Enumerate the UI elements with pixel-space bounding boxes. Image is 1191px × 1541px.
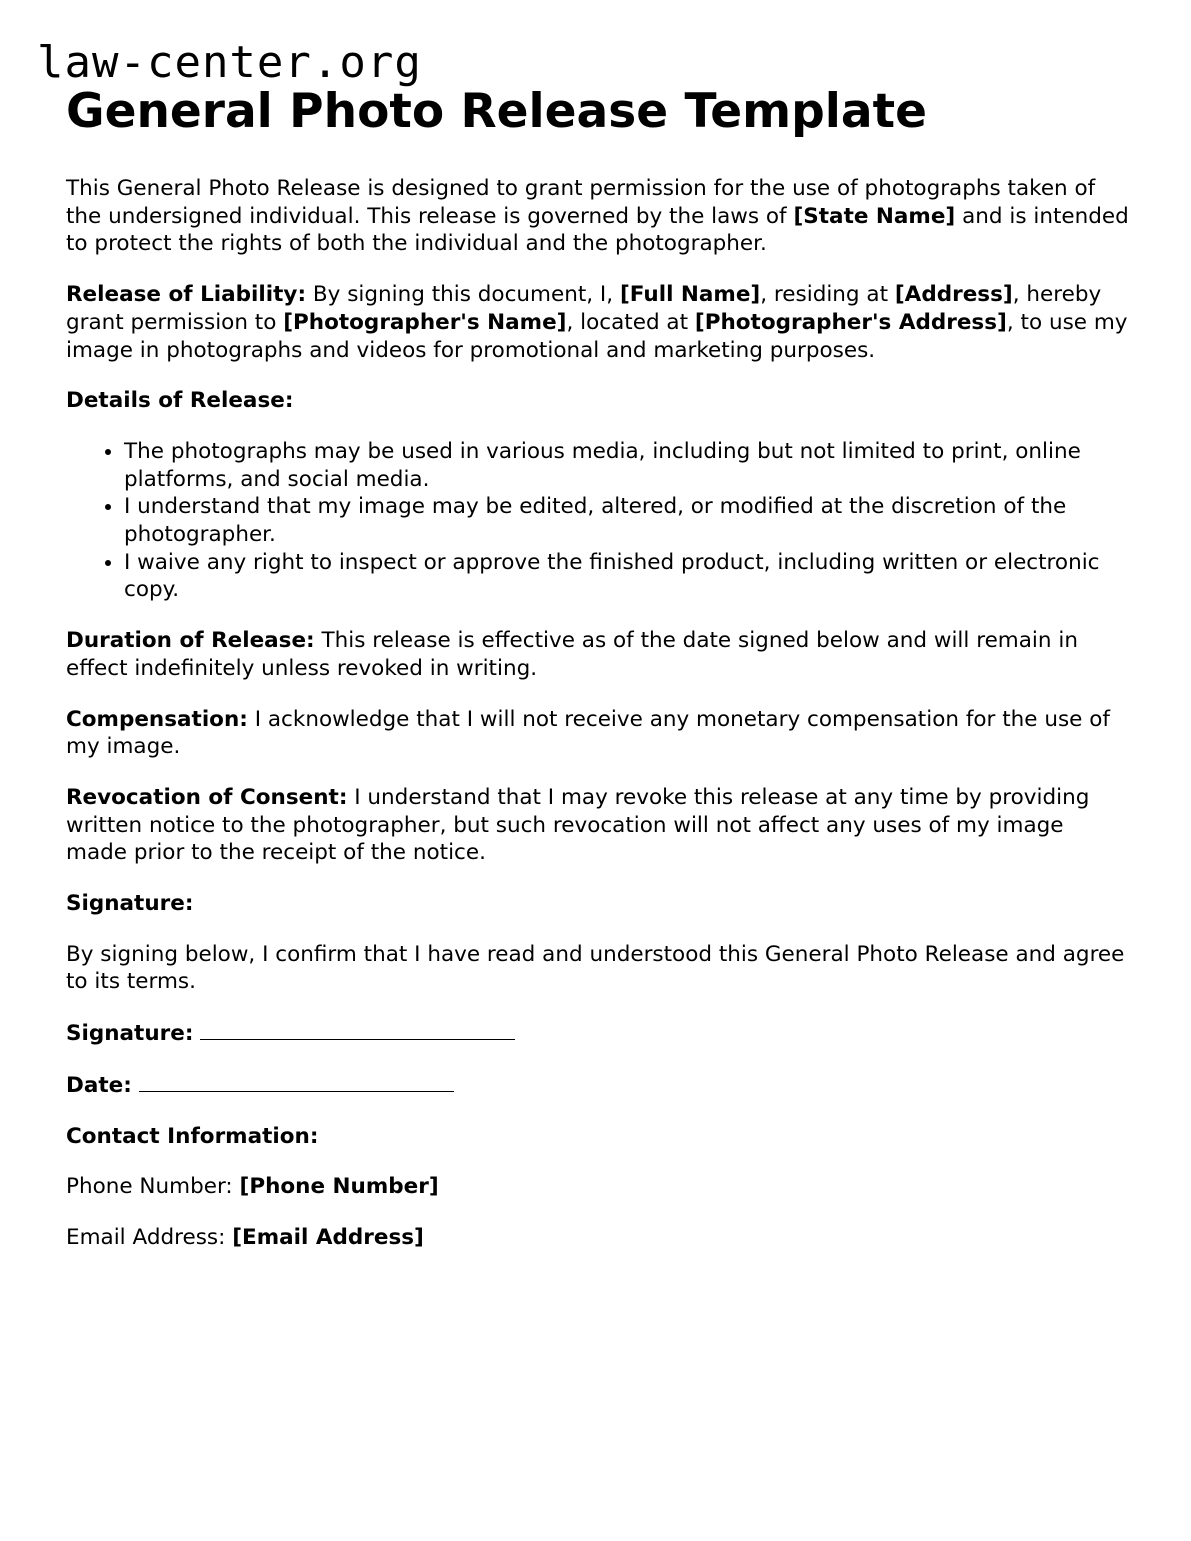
- compensation-label: Compensation:: [66, 706, 248, 732]
- list-item: • I waive any right to inspect or approve the finished product, including written or electronic copy.: [124, 549, 1131, 604]
- signature-label: Signature:: [66, 1021, 194, 1047]
- phone-row: [66, 1173, 1131, 1201]
- date-label: Date:: [66, 1072, 132, 1098]
- liability-text-5: , to use my image in photographs and videos for promotional and marketing purposes.: [66, 309, 1128, 363]
- intro-text-1: This General Photo Release is designed to grant permission for the use of photographs taken of the undersigned individual. This release is governed by the laws of: [66, 176, 1096, 229]
- address-placeholder: [Address]: [894, 282, 1013, 308]
- photographer-address-placeholder: [Photographer's Address]: [694, 309, 1007, 335]
- intro-paragraph: [66, 175, 1131, 258]
- duration-paragraph: [66, 627, 1131, 682]
- list-item: • I understand that my image may be edited, altered, or modified at the discretion of the photographer.: [124, 493, 1131, 548]
- liability-paragraph: [66, 281, 1131, 364]
- revocation-label: Revocation of Consent:: [66, 784, 348, 810]
- liability-text-1: By signing this document, I,: [306, 282, 620, 308]
- intro-text-2: and is intended to protect the rights of both the individual and the photographer.: [66, 203, 1129, 257]
- contact-heading: Contact Information:: [66, 1123, 319, 1149]
- details-heading: Details of Release:: [66, 388, 294, 414]
- liability-label: Release of Liability:: [66, 282, 307, 308]
- email-row: [66, 1224, 1131, 1252]
- photographer-name-placeholder: [Photographer's Name]: [283, 309, 567, 335]
- email-placeholder: [Email Address]: [232, 1224, 424, 1250]
- revocation-paragraph: [66, 784, 1131, 867]
- signature-confirmation: By signing below, I confirm that I have read and understood this General Photo Release and agree to its terms.: [66, 941, 1125, 995]
- duration-label: Duration of Release:: [66, 628, 315, 654]
- phone-placeholder: [Phone Number]: [239, 1174, 439, 1200]
- state-name-placeholder: [State Name]: [793, 203, 956, 229]
- full-name-placeholder: [Full Name]: [619, 282, 761, 308]
- compensation-paragraph: [66, 706, 1131, 761]
- details-list: [66, 438, 1131, 604]
- document-body: [66, 84, 1131, 1252]
- site-watermark: law-center.org: [37, 37, 422, 88]
- liability-text-3: , hereby grant permission to: [66, 282, 1102, 335]
- email-label: Email Address:: [66, 1224, 233, 1250]
- list-item: • The photographs may be used in various media, including but not limited to print, online platforms, and social media.: [124, 438, 1131, 493]
- liability-text-2: , residing at: [760, 282, 895, 308]
- signature-row: [66, 1019, 1131, 1048]
- signature-heading: Signature:: [66, 891, 194, 917]
- document-title: General Photo Release Template: [66, 84, 927, 139]
- compensation-text: I acknowledge that I will not receive any monetary compensation for the use of my image.: [66, 706, 1110, 760]
- date-row: [66, 1071, 1131, 1100]
- revocation-text: I understand that I may revoke this release at any time by providing written notice to the photographer, but such revocation will not affect any uses of my image made prior to the receipt of the notice.: [66, 784, 1090, 866]
- duration-text: This release is effective as of the date signed below and will remain in effect indefinitely unless revoked in writing.: [66, 628, 1078, 681]
- signature-line[interactable]: [200, 1019, 515, 1040]
- phone-label: Phone Number:: [66, 1174, 240, 1200]
- date-line[interactable]: [139, 1071, 454, 1092]
- liability-text-4: , located at: [566, 309, 695, 335]
